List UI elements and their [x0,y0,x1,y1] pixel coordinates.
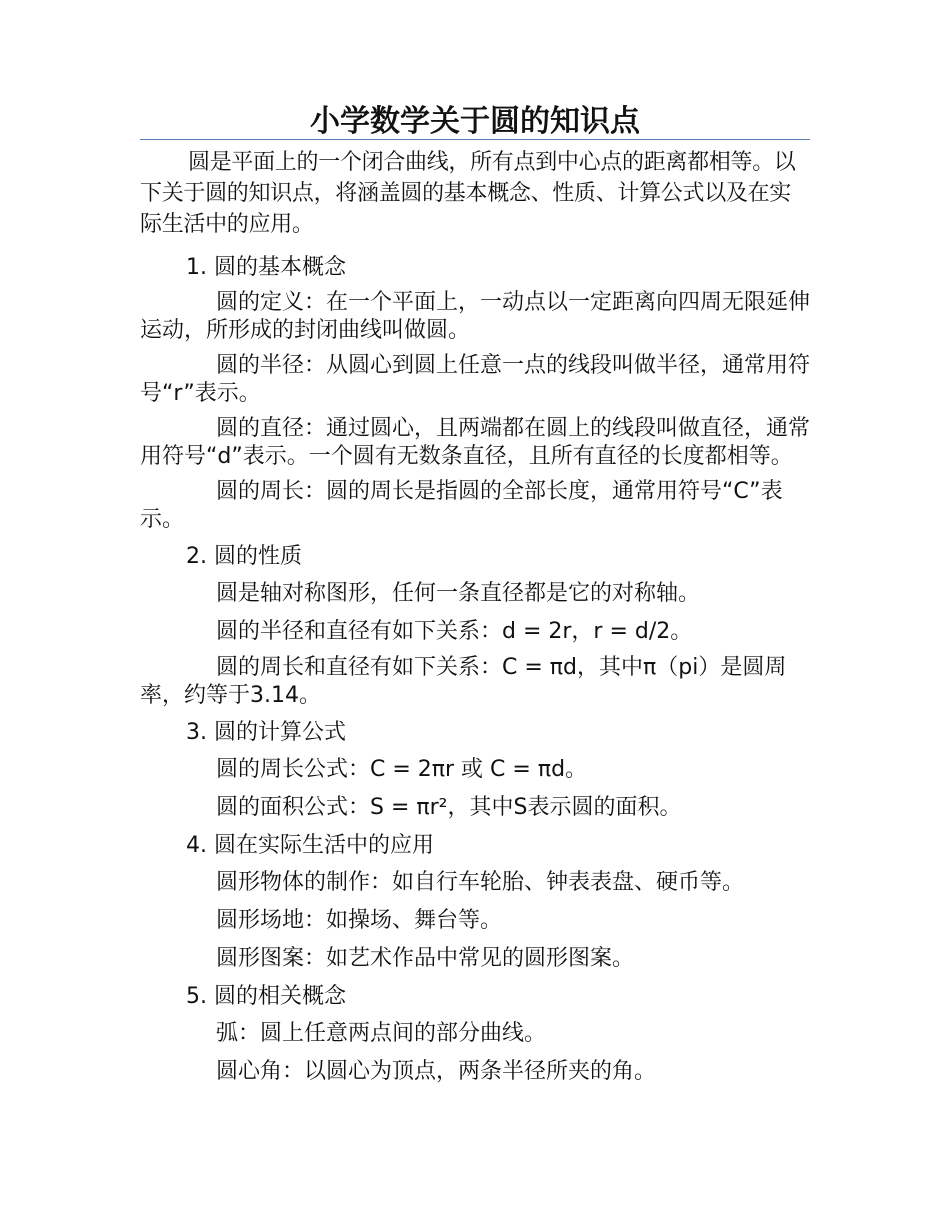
paragraph-circle-radius: 圆的半径：从圆心到圆上任意一点的线段叫做半径，通常用符号“r”表示。 [140,353,811,406]
intro-paragraph: 圆是平面上的一个闭合曲线，所有点到中心点的距离都相等。以下关于圆的知识点，将涵盖圆的基本概念、性质、计算公式以及在实际生活中的应用。 [140,150,796,237]
paragraph-circumference-diameter-relation: 圆的周长和直径有如下关系：C = πd，其中π（pi）是圆周率，约等于3.14。 [140,655,787,708]
paragraph-circular-venues: 圆形场地：如操场、舞台等。 [216,908,503,933]
paragraph-area-formula: 圆的面积公式：S = πr²，其中S表示圆的面积。 [216,795,682,820]
paragraph-circular-objects: 圆形物体的制作：如自行车轮胎、钟表表盘、硬币等。 [216,870,745,895]
section-heading-4: 4. 圆在实际生活中的应用 [186,833,434,858]
paragraph-circle-definition: 圆的定义：在一个平面上，一动点以一定距离向四周无限延伸运动，所形成的封闭曲线叫做圆。 [140,290,811,343]
paragraph-circle-diameter: 圆的直径：通过圆心，且两端都在圆上的线段叫做直径，通常用符号“d”表示。一个圆有无数条直径，且所有直径的长度都相等。 [140,416,811,469]
paragraph-radius-diameter-relation: 圆的半径和直径有如下关系：d = 2r，r = d/2。 [216,619,693,644]
paragraph-circular-patterns: 圆形图案：如艺术作品中常见的圆形图案。 [216,946,635,971]
paragraph-axis-symmetry: 圆是轴对称图形，任何一条直径都是它的对称轴。 [216,581,701,606]
paragraph-circle-circumference: 圆的周长：圆的周长是指圆的全部长度，通常用符号“C”表示。 [140,479,783,532]
section-heading-1: 1. 圆的基本概念 [186,255,346,280]
paragraph-central-angle: 圆心角：以圆心为顶点，两条半径所夹的角。 [216,1059,657,1084]
document-title: 小学数学关于圆的知识点 [310,104,640,139]
paragraph-arc: 弧：圆上任意两点间的部分曲线。 [216,1021,547,1046]
section-heading-3: 3. 圆的计算公式 [186,720,346,745]
section-heading-5: 5. 圆的相关概念 [186,984,346,1009]
section-heading-2: 2. 圆的性质 [186,544,302,569]
title-underline [140,139,810,140]
paragraph-circumference-formula: 圆的周长公式：C = 2πr 或 C = πd。 [216,757,588,782]
document-body [140,147,810,1094]
